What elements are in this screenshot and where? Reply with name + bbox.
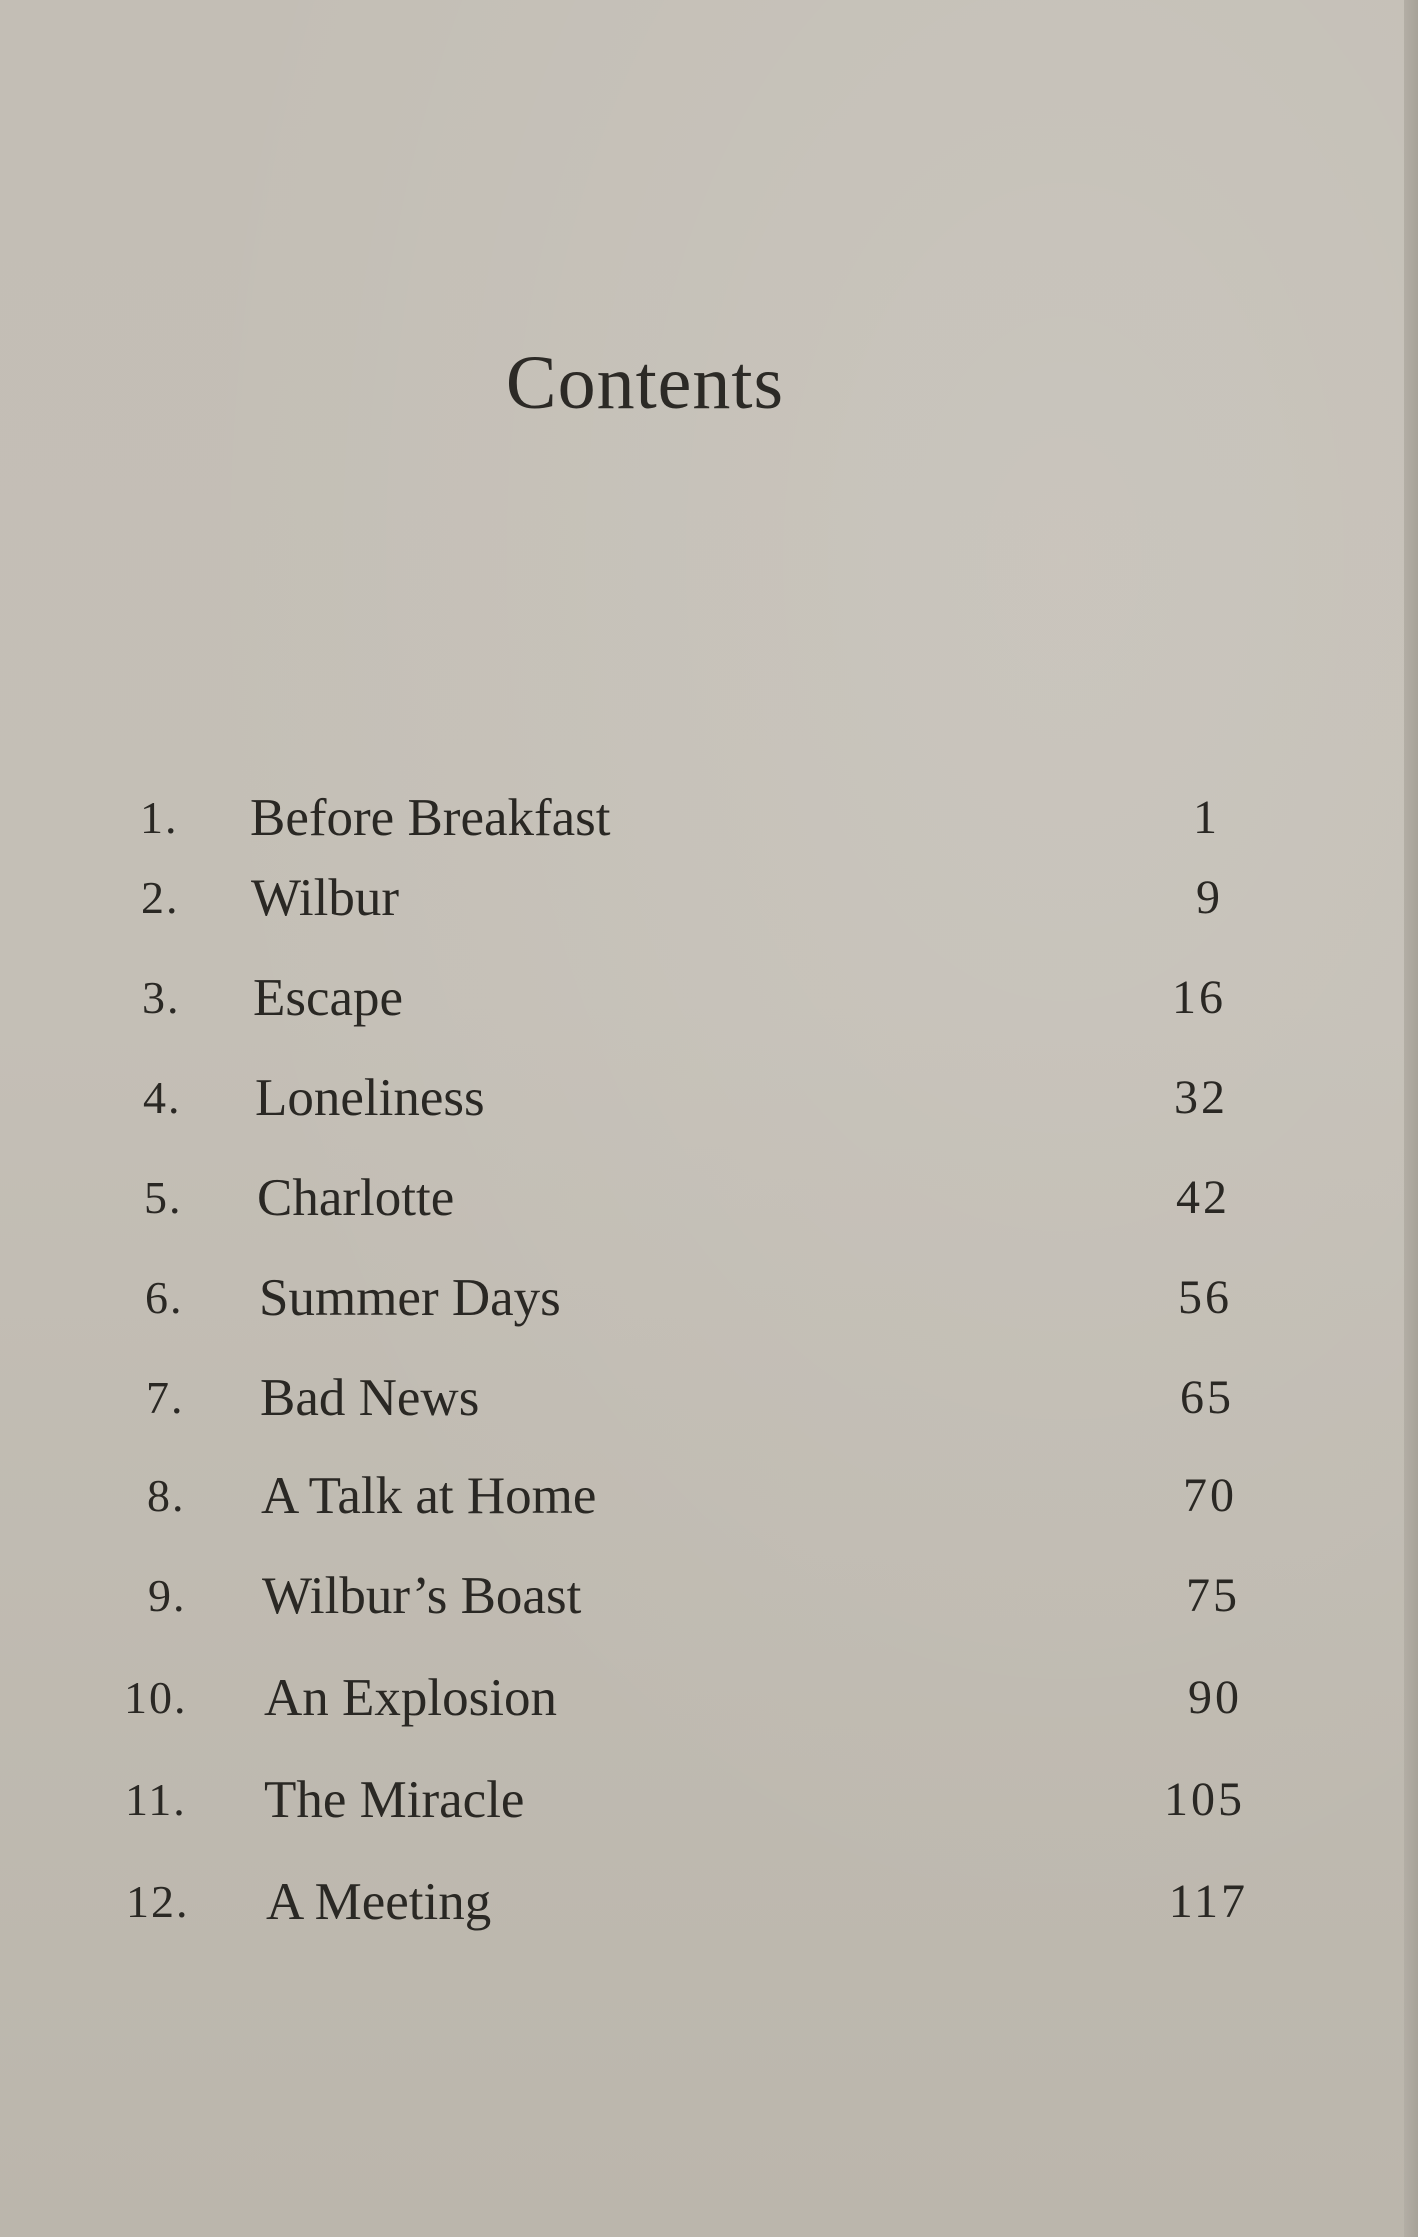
chapter-title: The Miracle	[264, 1771, 525, 1829]
page-number: 9	[1196, 871, 1223, 924]
chapter-number: 10.	[124, 1672, 188, 1723]
page-title: Contents	[505, 341, 785, 425]
page-number: 32	[1174, 1071, 1228, 1124]
chapter-number: 4.	[143, 1072, 182, 1123]
chapter-number: 7.	[146, 1372, 185, 1423]
chapter-title: An Explosion	[264, 1669, 557, 1727]
page-number: 70	[1183, 1469, 1237, 1522]
chapter-title: Charlotte	[257, 1169, 455, 1227]
toc-entry	[141, 858, 1231, 938]
page-edge	[1404, 0, 1418, 2237]
chapter-title: A Meeting	[266, 1873, 492, 1931]
chapter-title: Bad News	[260, 1369, 480, 1427]
toc-entry	[126, 1862, 1248, 1942]
chapter-number: 2.	[141, 872, 180, 923]
chapter-number: 1.	[140, 792, 179, 843]
toc-entry	[147, 1456, 1237, 1536]
chapter-title: Before Breakfast	[250, 789, 611, 847]
page-number: 56	[1178, 1271, 1232, 1324]
toc-entry	[146, 1358, 1236, 1438]
page-number: 16	[1172, 971, 1226, 1024]
chapter-number: 12.	[126, 1876, 190, 1927]
toc-entry	[143, 1058, 1233, 1138]
chapter-number: 8.	[147, 1470, 186, 1521]
toc-entry	[148, 1556, 1238, 1636]
chapter-title: Wilbur	[251, 869, 400, 927]
page-number: 42	[1176, 1171, 1230, 1224]
page-number: 1	[1193, 791, 1220, 844]
chapter-title: Wilbur’s Boast	[262, 1567, 582, 1625]
chapter-number: 9.	[148, 1570, 187, 1621]
chapter-title: Escape	[253, 969, 404, 1027]
chapter-number: 3.	[142, 972, 181, 1023]
chapter-number: 11.	[125, 1774, 187, 1825]
chapter-number: 5.	[144, 1172, 183, 1223]
toc-entry	[140, 778, 1230, 858]
chapter-number: 6.	[145, 1272, 184, 1323]
page-number: 105	[1164, 1773, 1245, 1826]
page-number: 117	[1168, 1875, 1248, 1928]
toc-entry	[142, 958, 1232, 1038]
chapter-title: A Talk at Home	[261, 1467, 597, 1525]
toc-entry	[145, 1258, 1235, 1338]
toc-entry	[124, 1658, 1242, 1738]
page-number: 65	[1180, 1371, 1234, 1424]
toc-entry	[125, 1760, 1245, 1840]
page-number: 90	[1188, 1671, 1242, 1724]
page-number: 75	[1186, 1569, 1240, 1622]
chapter-title: Summer Days	[259, 1269, 561, 1327]
chapter-title: Loneliness	[255, 1069, 485, 1127]
toc-entry	[144, 1158, 1234, 1238]
